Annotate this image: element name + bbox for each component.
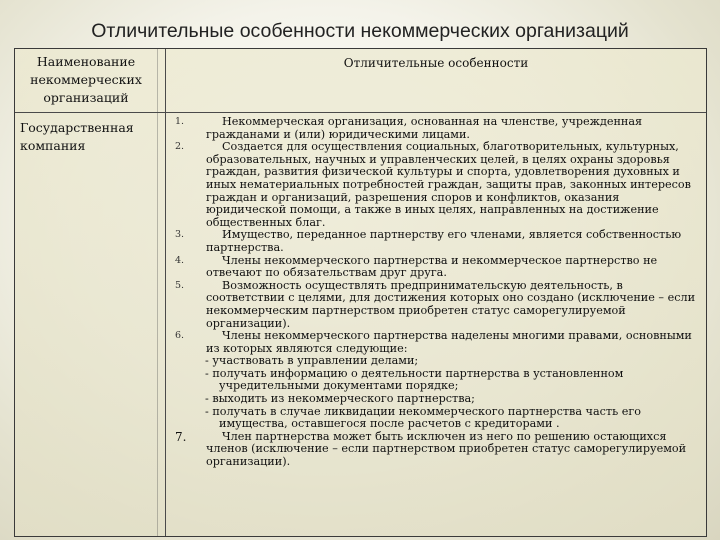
organization-name-cell: Государственная компания [20,120,134,153]
item-text: Член партнерства может быть исключен из него по решению остающихся членов (исключение – если партнерством приобретен статус саморегулируемой организации). [206,429,687,469]
right-item: - выходить из некоммерческого партнерства; [205,392,475,406]
slide-title: Отличительные особенности некоммерческих организаций [91,20,629,42]
features-list [167,116,705,469]
feature-item [167,116,705,141]
feature-item [167,431,705,469]
item-text: Имущество, переданное партнерству его членами, является собственностью партнерства. [206,228,682,254]
header-divider [15,112,706,113]
item-number: 2. [175,141,185,153]
feature-item [167,229,705,254]
item-text: Некоммерческая организация, основанная на членстве, учрежденная гражданами и (или) юридическими лицами. [206,115,643,141]
item-number: 6. [175,330,185,342]
feature-item [167,330,705,355]
feature-item [167,255,705,280]
item-text: Члены некоммерческого партнерства наделены многими правами, основными из которых являются следующие: [206,329,692,355]
right-item: - получать информацию о деятельности партнерства в установленном учредительными документами порядке; [205,366,624,393]
item-number: 3. [175,229,185,241]
item-number: 7. [175,429,187,444]
feature-item [167,141,705,229]
rights-list [167,355,705,431]
item-text: Члены некоммерческого партнерства и некоммерческое партнерство не отвечают по обязательствам друг друга. [206,253,658,280]
column-divider [165,49,166,536]
features-table [14,48,707,537]
item-number: 1. [175,116,185,127]
item-text: Создается для осуществления социальных, благотворительных, культурных, образовательных, научных и управленческих целей, в целях охраны здоровья граждан, развития физической культуры и спорта, удовлетворения духовных и иных нематериальных потребностей граждан, защиты прав, законных интересов граждан и организаций, разрешения споров и конфликтов, оказания юридической помощи, а также в иных целях, направленных на достижение общественных благ. [206,140,691,229]
feature-item [167,280,705,330]
item-number: 5. [175,279,185,291]
item-text: Возможность осуществлять предпринимательскую деятельность, в соответствии с целями, для достижения которых оно создано (исключение – если некоммерческим партнерством приобретен статус саморегулируемой организации). [206,278,696,330]
right-item: - участвовать в управлении делами; [205,354,419,368]
header-features: Отличительные особенности [343,56,529,70]
rights-sublist-container [167,355,705,431]
right-item: - получать в случае ликвидации некоммерческого партнерства часть его имущества, оставшегося после расчетов с кредиторами . [205,404,641,431]
item-number: 4. [175,254,185,266]
header-organization-name: Наименование некоммерческих организаций [30,54,142,105]
